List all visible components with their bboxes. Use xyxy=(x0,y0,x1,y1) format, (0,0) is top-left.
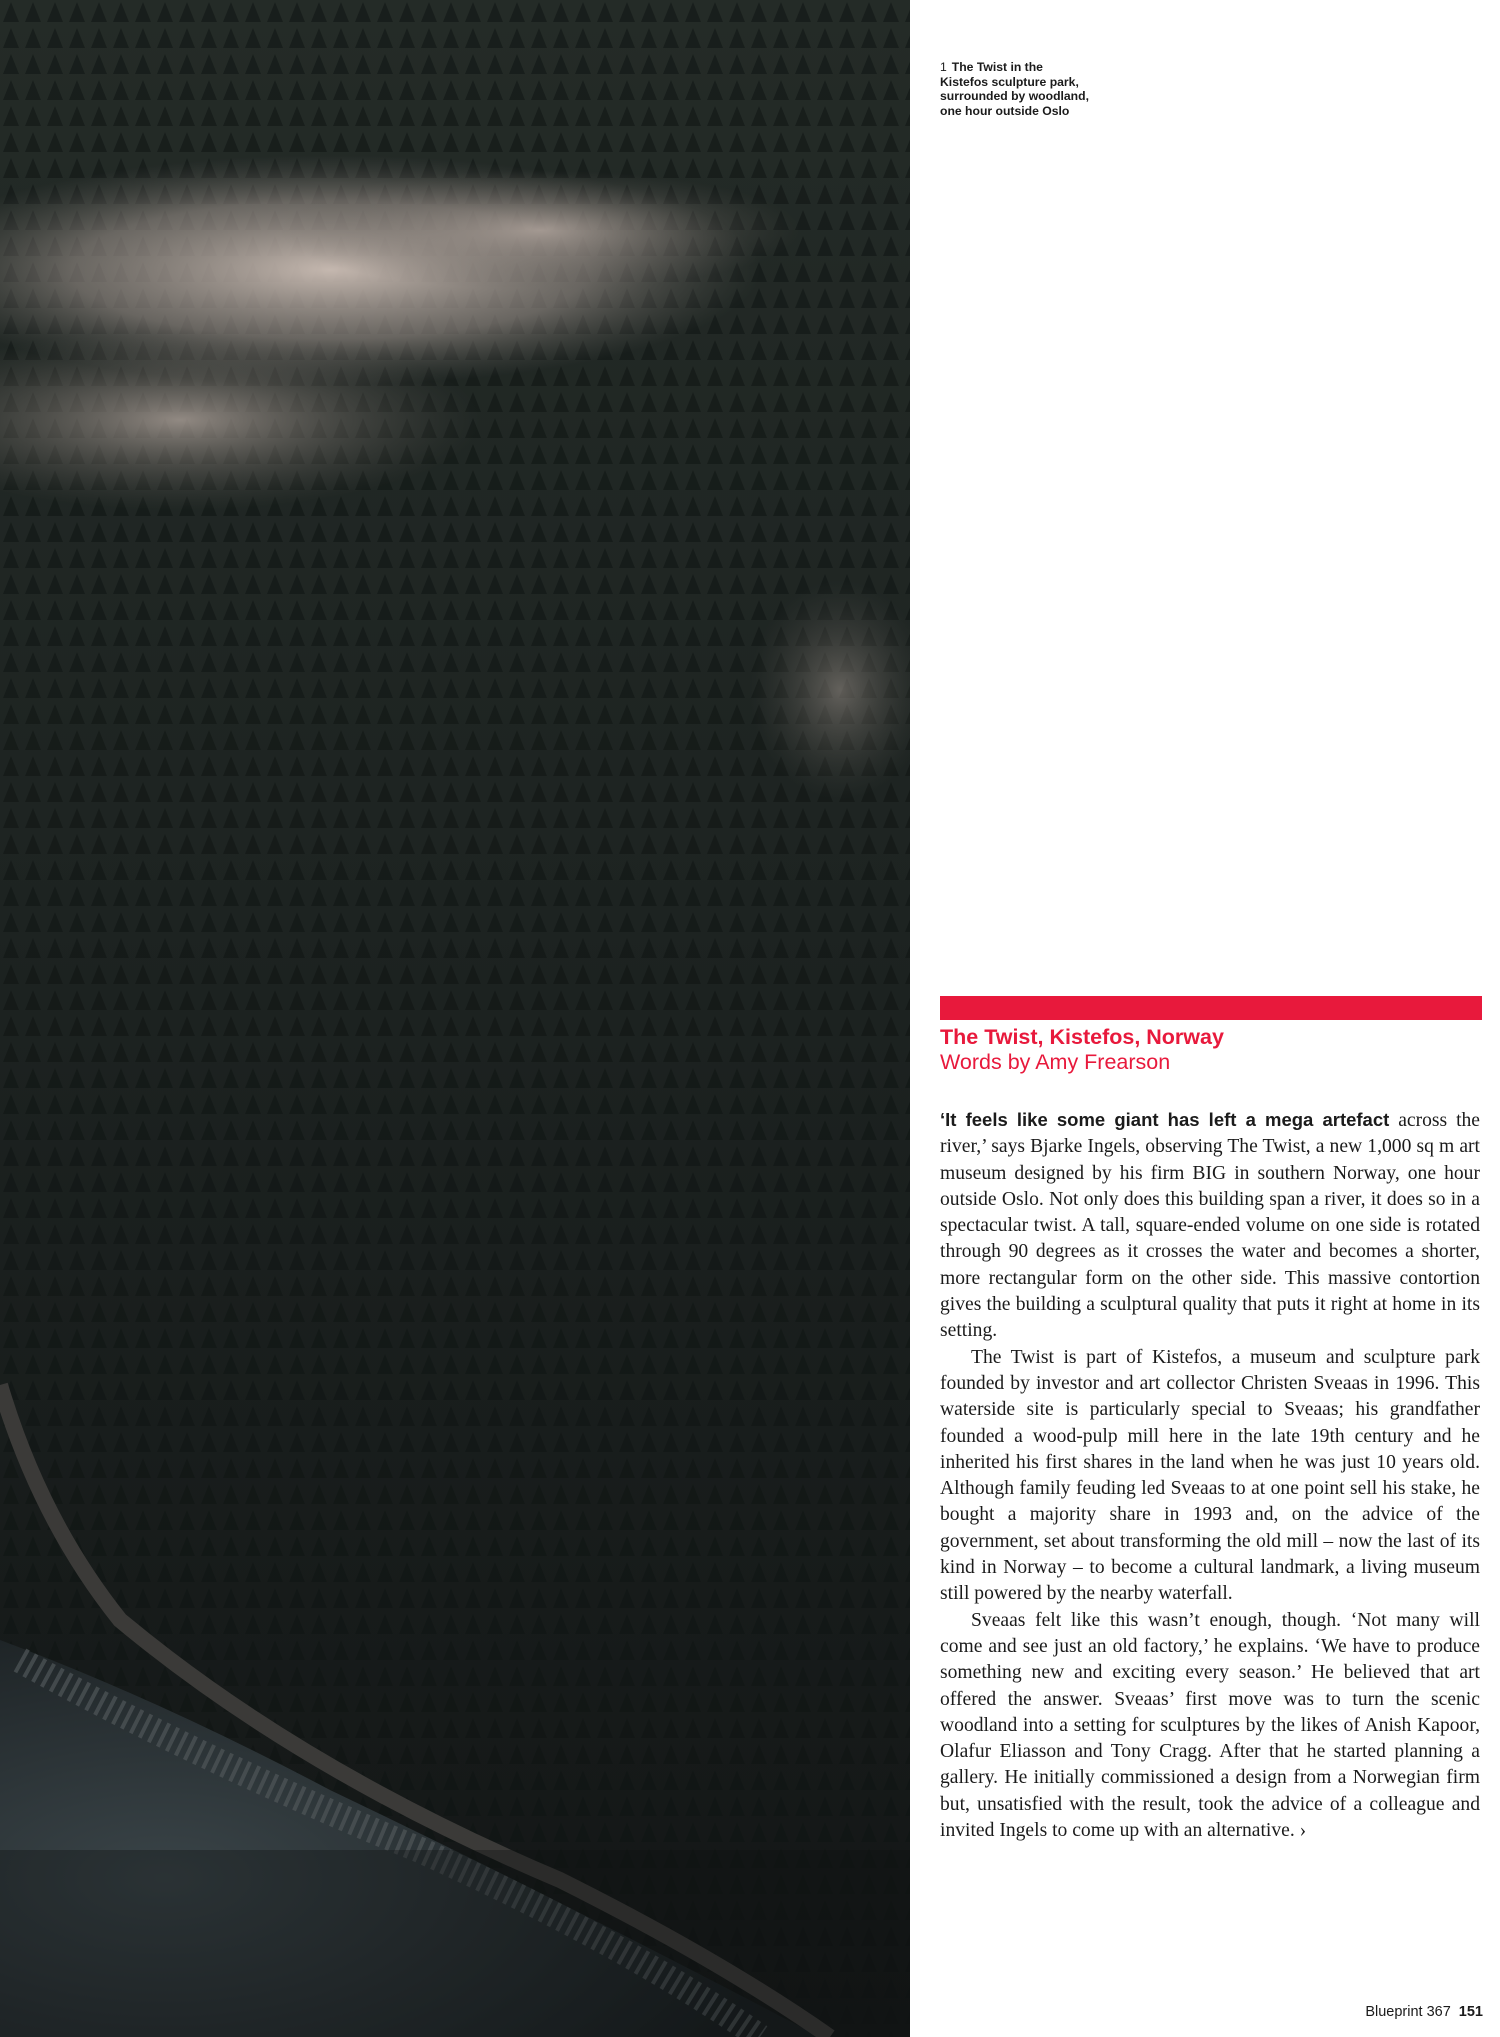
accent-rule xyxy=(940,996,1482,1020)
photo-caption xyxy=(940,60,1090,118)
paragraph-text: Sveaas felt like this wasn’t enough, though. ‘Not many will come and see just an old factory,’ he explains. ‘We have to produce something new and exciting every season.’ He believed that art offered the answer. Sveaas’ first move was to turn the scenic woodland into a setting for sculptures by the likes of Anish Kapoor, Olafur Eliasson and Tony Cragg. After that he started planning a gallery. He initially commissioned a design from a Norwegian firm but, unsatisfied with the result, took the advice of a colleague and invited Ingels to come up with an alternative. xyxy=(940,1609,1480,1842)
caption-number: 1 xyxy=(940,60,947,74)
page-number: 151 xyxy=(1458,2004,1483,2020)
continue-arrow-icon: › xyxy=(1299,1820,1307,1842)
body-paragraph xyxy=(940,1107,1480,1345)
body-paragraph xyxy=(940,1345,1480,1608)
article-title: The Twist, Kistefos, Norway xyxy=(940,1025,1224,1049)
publication-name: Blueprint 367 xyxy=(1365,2004,1451,2020)
page-folio xyxy=(1365,2004,1483,2020)
article-byline: Words by Amy Frearson xyxy=(940,1050,1171,1074)
paragraph-text: across the river,’ says Bjarke Ingels, observing The Twist, a new 1,000 sq m art museum designed by his firm BIG in southern Norway, one hour outside Oslo. Not only does this building span a river, it does so in a spectacular twist. A tall, square-ended volume on one side is rotated through 90 degrees as it crosses the water and becomes a shorter, more rectangular form on the other side. This massive contortion gives the building a sculptural quality that puts it right at home in its setting. xyxy=(940,1110,1481,1342)
article-body xyxy=(940,1107,1480,1844)
body-paragraph xyxy=(940,1608,1480,1845)
caption-text: The Twist in the Kistefos sculpture park, surrounded by woodland, one hour outside Oslo xyxy=(940,60,1089,118)
paragraph-text: The Twist is part of Kistefos, a museum and sculpture park founded by investor and art collector Christen Sveaas in 1996. This waterside site is particularly special to Sveaas; his grandfather founded a wood-pulp mill here in the late 19th century and he inherited his first shares in the land when he was just 10 years old. Although family feuding led Sveaas to at one point sell his stake, he bought a majority share in 1993 and, on the advice of the government, set about transforming the old mill – now the last of its kind in Norway – to become a cultural landmark, a living museum still powered by the nearby waterfall. xyxy=(940,1346,1480,1605)
lead-in: ‘It feels like some giant has left a mega artefact xyxy=(940,1109,1390,1130)
